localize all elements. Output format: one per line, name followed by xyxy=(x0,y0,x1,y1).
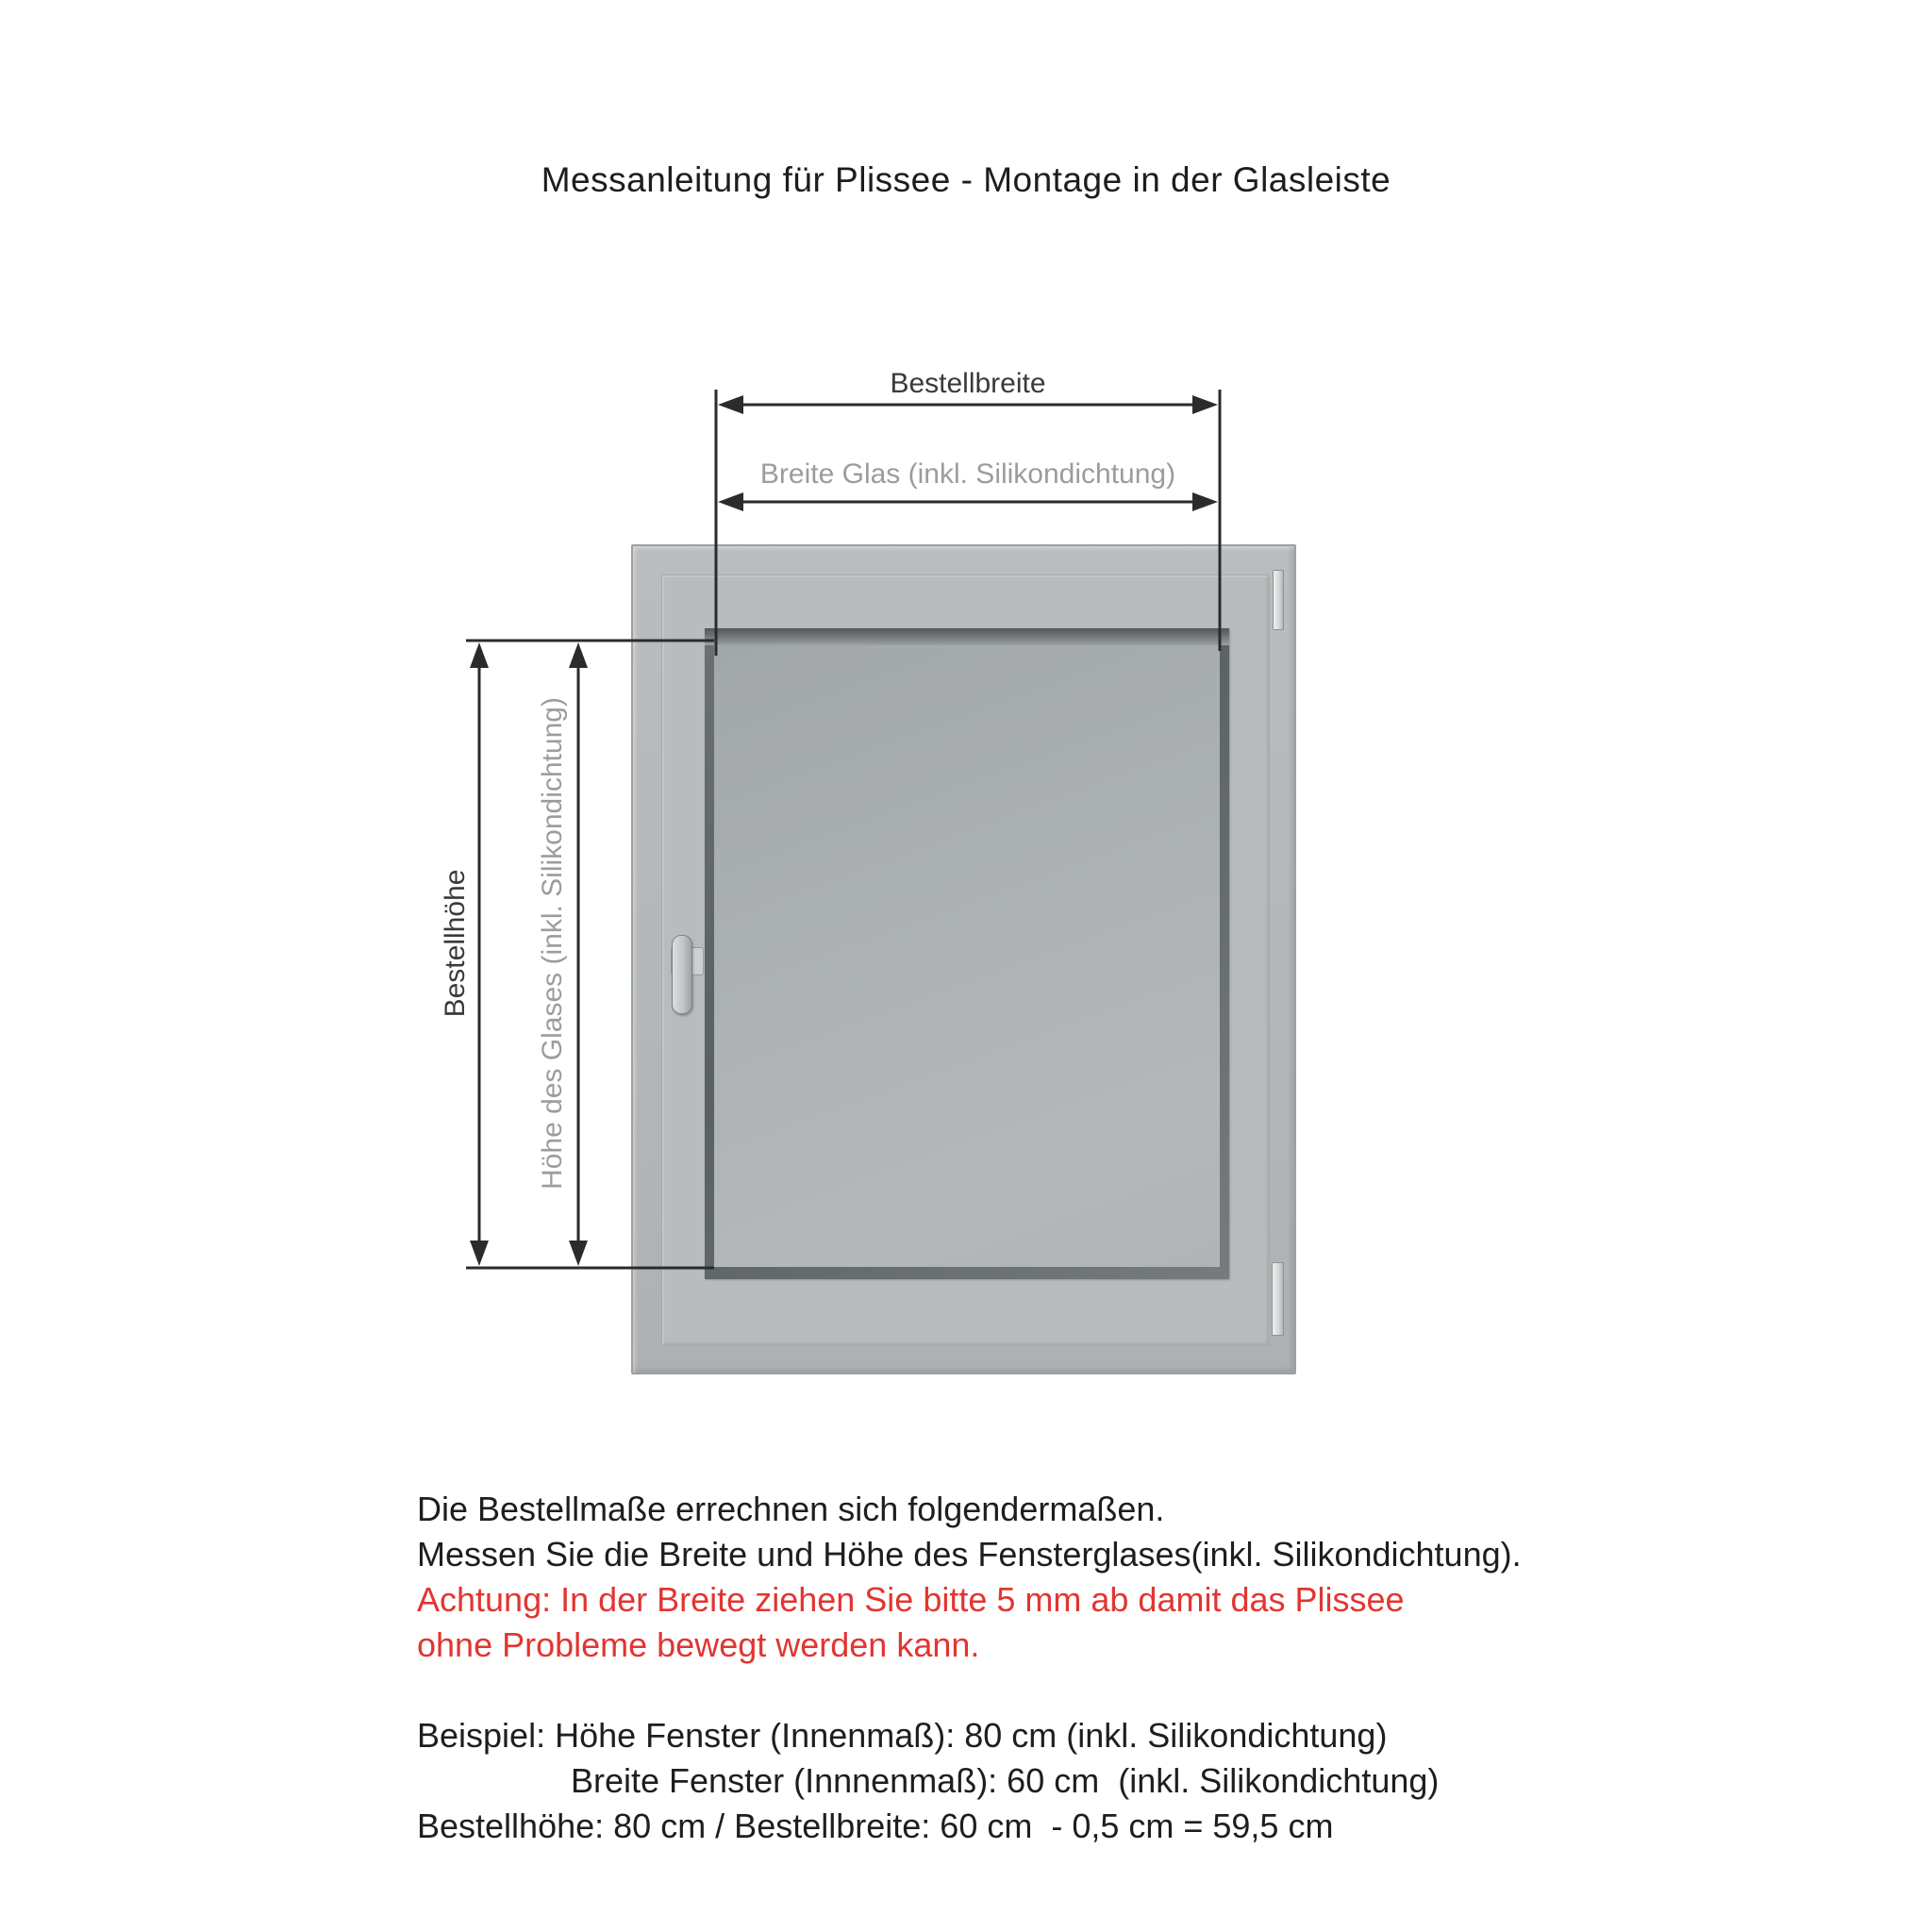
warning-line-1: Achtung: In der Breite ziehen Sie bitte 5 mm ab damit das Plissee xyxy=(417,1580,1405,1619)
glass-height-dimension xyxy=(569,642,588,1266)
order-width-label: Bestellbreite xyxy=(890,368,1046,399)
glass-width-dimension xyxy=(718,492,1218,511)
order-height-dimension xyxy=(470,642,489,1266)
instruction-line-2: Messen Sie die Breite und Höhe des Fensterglases(inkl. Silikondichtung). xyxy=(417,1535,1522,1574)
instruction-text-block xyxy=(417,1487,1522,1668)
page-title: Messanleitung für Plissee - Montage in der Glasleiste xyxy=(541,160,1391,199)
warning-line-2: ohne Probleme bewegt werden kann. xyxy=(417,1625,980,1664)
instruction-line-1: Die Bestellmaße errechnen sich folgendermaßen. xyxy=(417,1490,1165,1528)
example-line-3: Bestellhöhe: 80 cm / Bestellbreite: 60 cm - 0,5 cm = 59,5 cm xyxy=(417,1807,1334,1845)
glass-width-label: Breite Glas (inkl. Silikondichtung) xyxy=(759,458,1176,490)
glass-height-label: Höhe des Glases (inkl. Silikondichtung) xyxy=(537,697,568,1190)
order-width-dimension xyxy=(716,390,1220,656)
height-extension-lines xyxy=(466,641,714,1268)
order-height-label: Bestellhöhe xyxy=(440,869,471,1018)
example-text-block xyxy=(417,1713,1439,1849)
example-line-1: Beispiel: Höhe Fenster (Innenmaß): 80 cm (inkl. Silikondichtung) xyxy=(417,1716,1388,1755)
example-line-2: Breite Fenster (Innnenmaß): 60 cm (inkl. Silikondichtung) xyxy=(571,1761,1440,1800)
